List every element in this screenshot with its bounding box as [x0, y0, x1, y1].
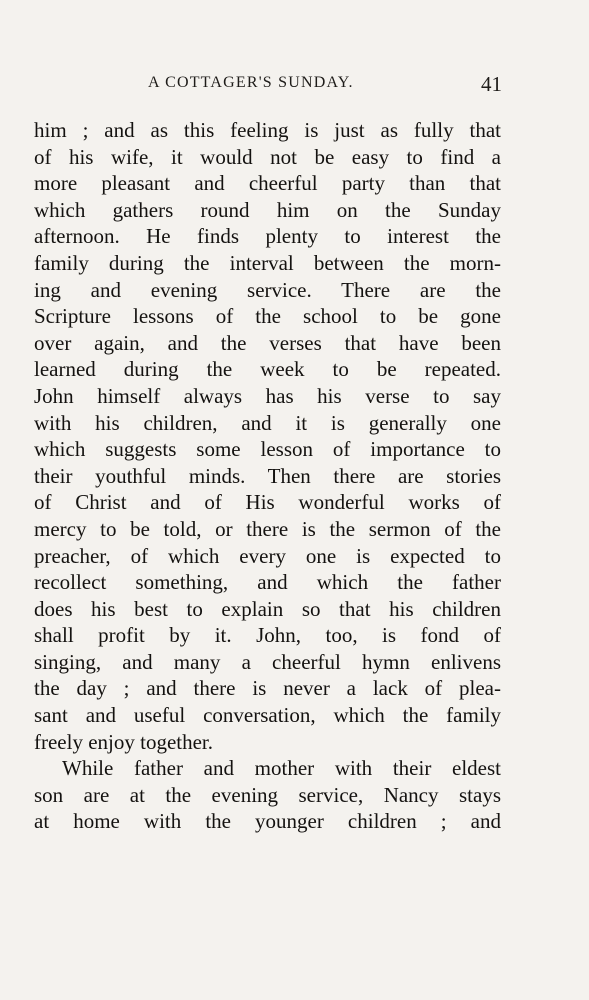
text-line: which gathers round him on the Sunday — [34, 197, 501, 222]
text-line: shall profit by it. John, too, is fond of — [34, 623, 501, 648]
paragraph-start-line: While father and mother with their eldest — [62, 756, 501, 781]
text-line: of Christ and of His wonderful works of — [34, 490, 501, 515]
text-line: singing, and many a cheerful hymn enlivens — [34, 649, 501, 674]
body-text — [34, 117, 501, 835]
text-line: at home with the younger children ; and — [34, 809, 501, 834]
text-line: ing and evening service. There are the — [34, 277, 501, 302]
text-line: over again, and the verses that have been — [34, 330, 501, 355]
text-line: John himself always has his verse to say — [34, 383, 501, 408]
text-line: sant and useful conversation, which the family — [34, 703, 501, 728]
text-line: which suggests some lesson of importance to — [34, 437, 501, 462]
text-line: afternoon. He finds plenty to interest the — [34, 224, 501, 249]
text-line: family during the interval between the morn- — [34, 250, 501, 275]
text-line: does his best to explain so that his children — [34, 596, 501, 621]
text-line: mercy to be told, or there is the sermon of the — [34, 516, 501, 541]
text-line: learned during the week to be repeated. — [34, 357, 501, 382]
text-line: son are at the evening service, Nancy stays — [34, 782, 501, 807]
text-line: preacher, of which every one is expected to — [34, 543, 501, 568]
text-line: with his children, and it is generally one — [34, 410, 501, 435]
page-number: 41 — [481, 72, 502, 96]
text-line: of his wife, it would not be easy to find a — [34, 144, 501, 169]
text-line: Scripture lessons of the school to be gone — [34, 304, 501, 329]
text-line: recollect something, and which the father — [34, 570, 501, 595]
text-line: their youthful minds. Then there are stories — [34, 463, 501, 488]
text-line: more pleasant and cheerful party than that — [34, 171, 501, 196]
running-head — [62, 74, 502, 100]
text-line: the day ; and there is never a lack of plea- — [34, 676, 501, 701]
running-title: A COTTAGER'S SUNDAY. — [148, 74, 354, 91]
text-line: him ; and as this feeling is just as fully that — [34, 118, 501, 142]
paragraph-end-line: freely enjoy together. — [34, 729, 214, 754]
